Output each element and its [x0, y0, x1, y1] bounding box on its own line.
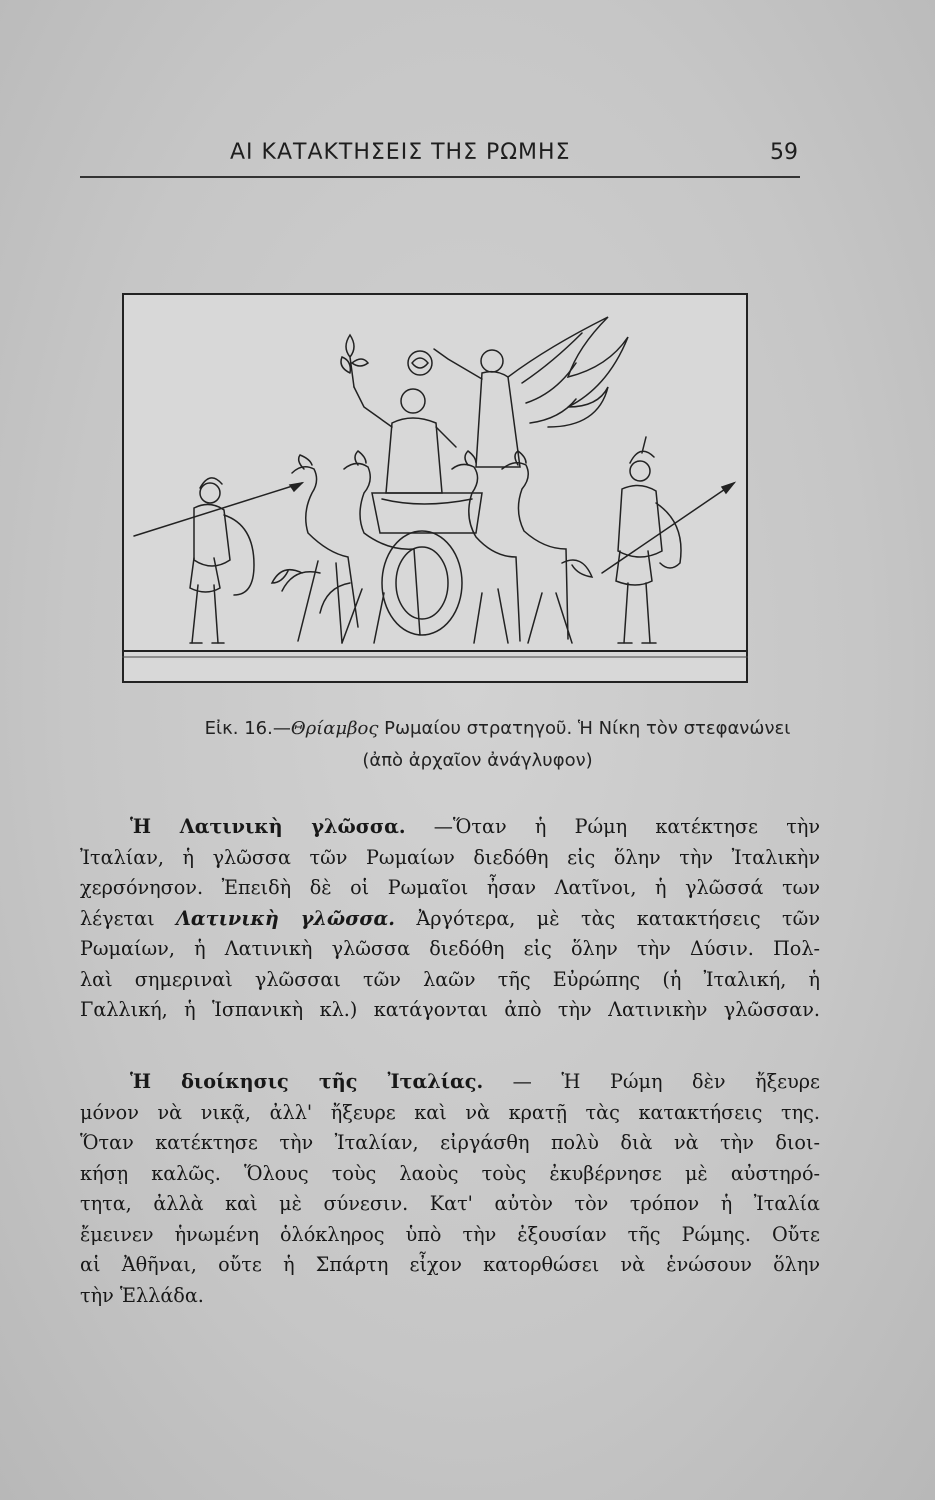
caption-prefix: Εἰκ. 16.— [204, 718, 291, 739]
paragraph-line: τητα, ἀλλὰ καὶ μὲ σύνεσιν. Κατ' αὐτὸν τὸν τρόπον ἡ Ἰταλία [80, 1192, 820, 1215]
page-number: 59 [770, 140, 798, 165]
caption-rest: Ρωμαίου στρατηγοῦ. Ἡ Νίκη τὸν στεφανώνει [378, 718, 791, 739]
section-heading-italy: Ἡ διοίκησις τῆς Ἰταλίας. [130, 1070, 484, 1093]
caption-italic-term: Θρίαμβος [290, 718, 379, 739]
section-heading-latin: Ἡ Λατινικὴ γλῶσσα. [130, 815, 406, 838]
paragraph-line: Ὅταν κατέκτησε τὴν Ἰταλίαν, εἰργάσθη πολὺ διὰ νὰ τὴν διοι- [80, 1131, 820, 1154]
paragraph-line: μόνον νὰ νικᾷ, ἀλλ' ἤξευρε καὶ νὰ κρατῇ τὰς κατακτήσεις της. [80, 1100, 820, 1124]
paragraph-line: Γαλλική, ἡ Ἱσπανικὴ κλ.) κατάγονται ἀπὸ τὴν Λατινικὴν γλῶσσαν. [80, 998, 820, 1021]
text-span: Ἀργότερα, μὲ τὰς κατακτήσεις τῶν [394, 906, 820, 930]
figure-caption-line2: (ἀπὸ ἀρχαῖον ἀνάγλυφον) [362, 750, 593, 771]
paragraph-line: τὴν Ἑλλάδα. [80, 1283, 204, 1307]
text-span: — Ἡ Ρώμη δὲν ἤξευρε [483, 1070, 820, 1093]
paragraph-line: λαὶ σημεριναὶ γλῶσσαι τῶν λαῶν τῆς Εὐρώπης (ἡ Ἰταλική, ἡ [80, 967, 820, 991]
paragraph-line [80, 812, 820, 843]
paragraph-line: χερσόνησον. Ἐπειδὴ δὲ οἱ Ρωμαῖοι ἦσαν Λατῖνοι, ἡ γλῶσσά των [80, 876, 820, 899]
text-span: —Ὅταν ἡ Ρώμη κατέκτησε τὴν [405, 815, 820, 838]
paragraph-line: Ρωμαίων, ἡ Λατινικὴ γλῶσσα διεδόθη εἰς ὅλην τὴν Δύσιν. Πολ- [80, 937, 820, 960]
paragraph-line [80, 904, 820, 935]
paragraph-line [80, 1067, 820, 1098]
running-head-title: ΑΙ ΚΑΤΑΚΤΗΣΕΙΣ ΤΗΣ ΡΩΜΗΣ [230, 140, 571, 165]
figure-caption-line1 [30, 718, 935, 739]
paragraph-administration-italy [80, 1067, 820, 1311]
header-rule [80, 176, 800, 178]
relief-engraving [122, 293, 748, 683]
paragraph-line: Ἰταλίαν, ἡ γλῶσσα τῶν Ρωμαίων διεδόθη εἰς ὅλην τὴν Ἰταλικὴν [80, 845, 820, 869]
paragraph-latin-language [80, 812, 820, 1026]
text-span: λέγεται [80, 906, 177, 930]
paragraph-line: κήσῃ καλῶς. Ὅλους τοὺς λαοὺς τοὺς ἐκυβέρνησε μὲ αὐστηρό- [80, 1161, 820, 1185]
emphasized-term: Λατινικὴ γλῶσσα. [176, 906, 395, 930]
triumph-relief-illustration [122, 293, 748, 683]
paragraph-line: ἔμεινεν ἡνωμένη ὁλόκληρος ὑπὸ τὴν ἐξουσίαν τῆς Ρώμης. Οὔτε [80, 1222, 820, 1246]
paragraph-line: αἱ Ἀθῆναι, οὔτε ἡ Σπάρτη εἶχον κατορθώσει νὰ ἑνώσουν ὅλην [80, 1253, 820, 1276]
